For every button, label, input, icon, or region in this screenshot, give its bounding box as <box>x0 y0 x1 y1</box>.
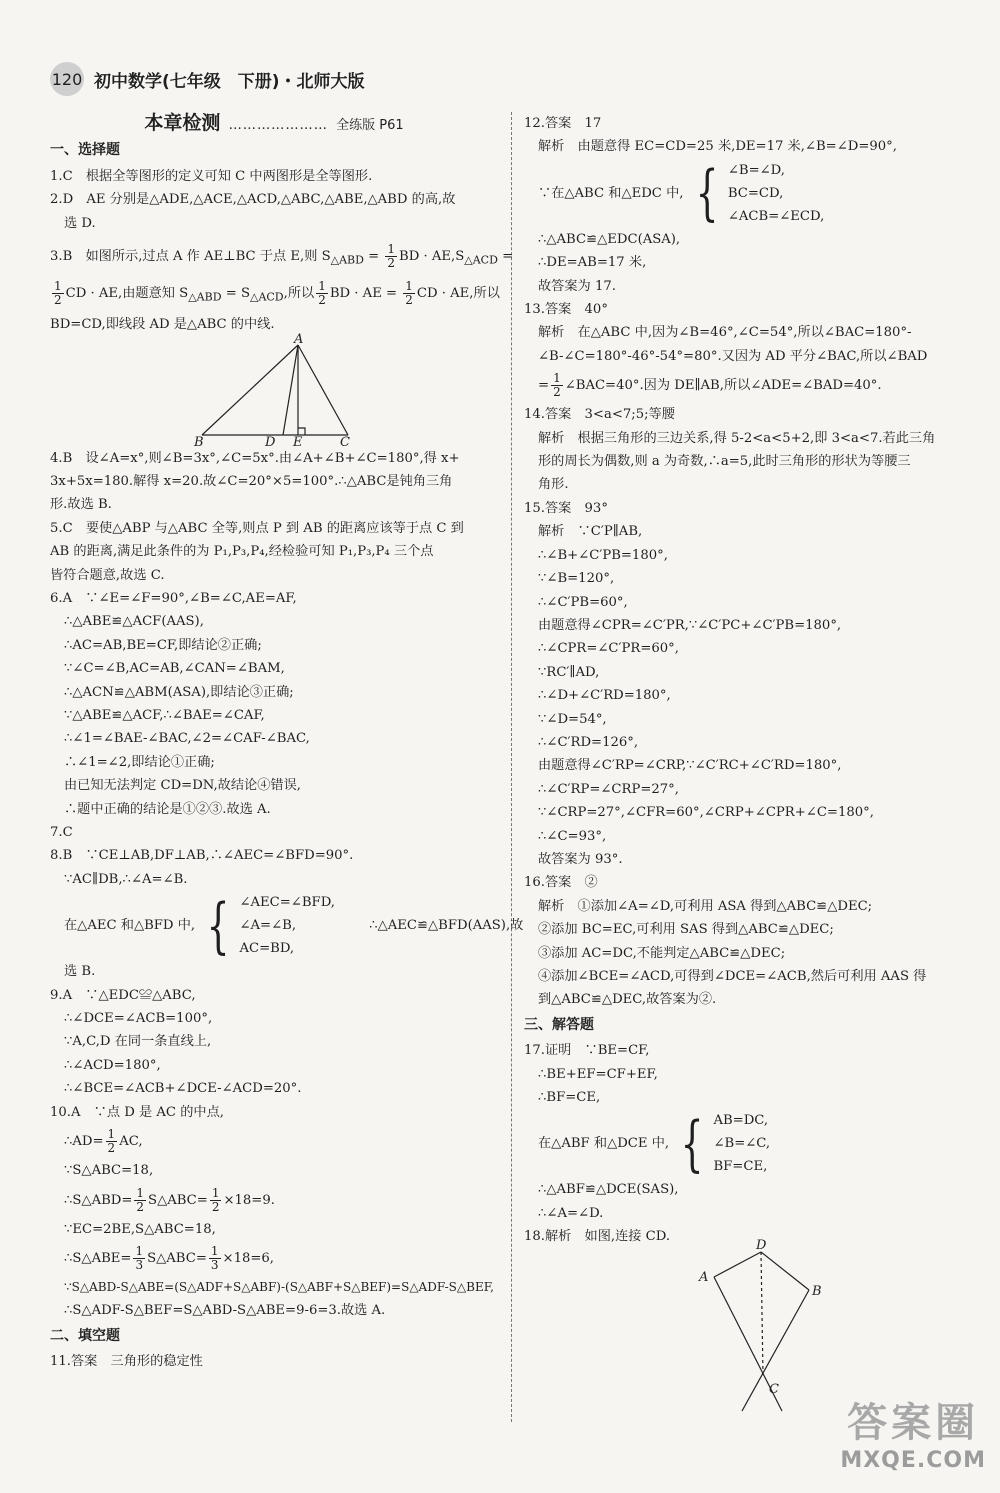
answer-line: 10.A ∵点 D 是 AC 的中点, <box>50 1104 224 1120</box>
condition: ∠B=∠C, <box>713 1136 771 1152</box>
leader-dots: ………………… <box>228 118 328 133</box>
numerator: 1 <box>135 1243 144 1258</box>
text: ×18=9. <box>223 1192 275 1208</box>
answer-line <box>50 890 524 961</box>
text: CD · AE,所以 <box>416 286 500 302</box>
watermark-url: MXQE.COM <box>840 1448 986 1473</box>
numerator: 1 <box>405 279 413 294</box>
text: S△ABC= <box>148 1192 208 1208</box>
condition: BF=CE, <box>713 1159 768 1175</box>
right-column <box>524 112 974 1419</box>
answer-line: ∵AC∥DB,∴∠A=∠B. <box>64 871 188 887</box>
answer-line: ∴△ACN≌△ABM(ASA),即结论③正确; <box>64 684 294 700</box>
brace-glyph: { <box>206 890 230 961</box>
segment-ab <box>202 345 298 435</box>
fraction <box>551 372 563 399</box>
condition: ∠AEC=∠BFD, <box>239 895 335 911</box>
answer-line: ∵RC′∥AD, <box>538 664 600 680</box>
answer-line: ∴△ABF≌△DCE(SAS), <box>538 1182 679 1198</box>
denominator: 2 <box>318 293 326 308</box>
answer-line: 3x+5x=180.解得 x=20.故∠C=20°×5=100°.∴△ABC是钝角三角 <box>50 473 453 489</box>
label-e: E <box>293 434 303 450</box>
answer-line: 7.C <box>50 825 73 841</box>
text: BD · AE = <box>329 286 402 302</box>
answer-line: ∴∠C=93°, <box>538 828 607 844</box>
watermark <box>840 1391 986 1473</box>
answer-line: 8.B ∵CE⊥AB,DF⊥AB,∴∠AEC=∠BFD=90°. <box>50 848 354 864</box>
text: 3.B 如图所示,过点 A 作 AE⊥BC 于点 E,则 S <box>50 249 331 265</box>
label-b: B <box>194 434 204 450</box>
chapter-reference: 全练版 P61 <box>336 118 404 133</box>
answer-line: 故答案为 93°. <box>538 851 623 867</box>
fraction <box>385 243 397 270</box>
fraction <box>209 1245 221 1272</box>
answer-line <box>50 242 514 272</box>
label-c: C <box>769 1381 779 1397</box>
answer-line: 选 D. <box>64 215 96 231</box>
answer-line <box>524 372 974 399</box>
answer-line: ∴∠DCE=∠ACB=100°, <box>64 1011 213 1027</box>
answer-line: ∴AC=AB,BE=CF,即结论②正确; <box>64 637 262 653</box>
denominator: 2 <box>405 293 413 308</box>
condition: ∠A=∠B, <box>239 918 297 934</box>
answer-line: ∴∠C′RD=126°, <box>538 734 639 750</box>
answer-line: 16.答案 ② <box>524 875 598 891</box>
fraction <box>316 280 328 307</box>
label-d: D <box>265 434 276 450</box>
left-column <box>50 112 524 1374</box>
book-title: 初中数学(七年级 下册)・北师大版 <box>94 71 365 92</box>
denominator: 2 <box>136 1199 145 1214</box>
answer-line: ∴△ABE≌△ACF(AAS), <box>64 614 204 630</box>
text: ×18=6, <box>222 1250 274 1266</box>
answer-line: 13.答案 40° <box>524 302 608 318</box>
equation-system <box>688 159 825 228</box>
denominator: 2 <box>107 1141 116 1156</box>
text: = <box>538 378 550 394</box>
numerator: 1 <box>107 1127 116 1142</box>
label-a: A <box>699 1269 709 1285</box>
answer-line: 故答案为 17. <box>538 278 616 294</box>
answer-line: 由题意得∠CPR=∠C′PR,∵∠C′PC+∠C′PB=180°, <box>538 617 842 633</box>
section-heading: 一、选择题 <box>50 142 120 159</box>
answer-line: ∴∠ACD=180°, <box>64 1057 161 1073</box>
condition: ∠B=∠D, <box>727 162 785 178</box>
answer-line: 解析 根据三角形的三边关系,得 5-2<a<5+2,即 3<a<7.若此三角 <box>538 430 936 446</box>
denominator: 3 <box>135 1257 144 1272</box>
watermark-logo-text: 答案圈 <box>847 1400 980 1446</box>
numerator: 1 <box>387 242 396 257</box>
segment-ac <box>298 345 348 435</box>
answer-line <box>50 1187 498 1214</box>
page-number: 120 <box>50 62 84 96</box>
segment-cd-dashed <box>761 1252 763 1375</box>
answer-line: ②添加 BC=EC,可利用 SAS 得到△ABC≌△DEC; <box>538 922 834 938</box>
answer-line: ∴∠D+∠C′RD=180°, <box>538 688 671 704</box>
text: ∴AD= <box>64 1134 104 1150</box>
numerator: 1 <box>54 279 62 294</box>
answer-line: 由已知无法判定 CD=DN,故结论④错误, <box>64 778 301 794</box>
answer-line: 由题意得∠C′RP=∠CRP,∵∠C′RC+∠C′RD=180°, <box>538 758 842 774</box>
answer-line: ∴∠C′RP=∠CRP=27°, <box>538 781 679 797</box>
answer-line: 17.证明 ∵BE=CF, <box>524 1043 650 1059</box>
answer-line: 2.D AE 分别是△ADE,△ACE,△ACD,△ABC,△ABE,△ABD 的高,故 <box>50 192 456 208</box>
condition: AC=BD, <box>239 941 295 957</box>
answer-line: ∴∠BCE=∠ACB+∠DCE-∠ACD=20°. <box>64 1081 302 1097</box>
text: ∠BAC=40°.因为 DE∥AB,所以∠ADE=∠BAD=40°. <box>564 378 882 394</box>
answer-line: 11.答案 三角形的稳定性 <box>50 1354 203 1370</box>
text: CD · AE,由题意知 S <box>65 286 189 302</box>
answer-line: ∵EC=2BE,S△ABC=18, <box>64 1221 216 1237</box>
answer-line: ∵S△ABD-S△ABE=(S△ADF+S△ABF)-(S△ABF+S△BEF)=S△ADF-S△BEF, <box>64 1279 494 1294</box>
fraction <box>52 280 64 307</box>
answer-line: 12.答案 17 <box>524 116 602 131</box>
label-b: B <box>812 1283 822 1299</box>
answer-line: ∴DE=AB=17 米, <box>538 255 647 271</box>
text: ∵在△ABC 和△EDC 中, <box>538 185 684 201</box>
answer-line: ④添加∠BCE=∠ACD,可得到∠DCE=∠ACB,然后可利用 AAS 得 <box>538 969 927 984</box>
answer-line <box>524 1109 974 1178</box>
numerator: 1 <box>318 279 326 294</box>
answer-line: ∵△ABE≌△ACF,∴∠BAE=∠CAF, <box>64 708 265 723</box>
answer-line: ∴∠1=∠2,即结论①正确; <box>64 754 215 770</box>
text: BD · AE,S <box>399 249 465 265</box>
subscript: △ACD <box>249 290 284 304</box>
answer-line: ∵∠CRP=27°,∠CFR=60°,∠CRP+∠CPR+∠C=180°, <box>538 805 874 821</box>
numerator: 1 <box>210 1243 219 1258</box>
section-heading: 三、解答题 <box>524 1016 594 1033</box>
text: 在△ABF 和△DCE 中, <box>538 1136 670 1152</box>
answer-line: ∴题中正确的结论是①②③.故选 A. <box>64 801 271 817</box>
numerator: 1 <box>553 371 561 386</box>
denominator: 2 <box>553 385 561 400</box>
answer-line: ∴S△ADF-S△BEF=S△ABD-S△ABE=9-6=3.故选 A. <box>64 1303 386 1319</box>
column-divider <box>511 112 512 1422</box>
answer-line: ∴△ABC≌△EDC(ASA), <box>538 231 681 247</box>
answer-line: 6.A ∵∠E=∠F=90°,∠B=∠C,AE=AF, <box>50 590 297 606</box>
text: S△ABC= <box>147 1250 207 1266</box>
answer-line: ∵S△ABC=18, <box>64 1163 154 1179</box>
subscript: △ABD <box>330 253 364 267</box>
answer-line: 9.A ∵△EDC≌△ABC, <box>50 987 196 1003</box>
condition: AB=DC, <box>713 1113 769 1129</box>
answer-line: 形.故选 B. <box>50 497 112 513</box>
chapter-title: 本章检测 <box>144 112 221 134</box>
text: = <box>497 249 514 265</box>
segment-ad <box>714 1252 761 1277</box>
fraction <box>210 1187 222 1214</box>
answer-line: ∴BE+EF=CF+EF, <box>538 1066 658 1082</box>
answer-line: 5.C 要使△ABP 与△ABC 全等,则点 P 到 AB 的距离应该等于点 C 到 <box>50 520 464 536</box>
equation-system <box>673 1109 770 1178</box>
answer-line: 皆符合题意,故选 C. <box>50 567 165 583</box>
subscript: △ACD <box>464 253 498 267</box>
denominator: 2 <box>54 293 62 308</box>
answer-line: ∴∠CPR=∠C′PR=60°, <box>538 641 679 657</box>
condition: ∠ACB=∠ECD, <box>727 208 825 224</box>
answer-line: 解析 ①添加∠A=∠D,可利用 ASA 得到△ABC≌△DEC; <box>538 898 873 914</box>
answer-line: ∵∠D=54°, <box>538 711 607 727</box>
subscript: △ABD <box>188 290 222 304</box>
answer-line <box>524 159 974 228</box>
label-d: D <box>756 1237 767 1253</box>
triangle-figure <box>50 331 498 450</box>
denominator: 3 <box>210 1257 219 1272</box>
denominator: 2 <box>211 1199 220 1214</box>
answer-line: ③添加 AC=DC,不能判定△ABC≌△DEC; <box>538 945 786 961</box>
answer-line: ∴BF=CE, <box>538 1090 601 1106</box>
numerator: 1 <box>211 1185 220 1200</box>
text: = S <box>221 286 250 302</box>
answer-line: ∵A,C,D 在同一条直线上, <box>64 1034 212 1050</box>
numerator: 1 <box>136 1185 145 1200</box>
answer-line: AB 的距离,满足此条件的为 P₁,P₃,P₄,经检验可知 P₁,P₃,P₄ 三个点 <box>50 544 434 560</box>
answer-line: 4.B 设∠A=x°,则∠B=3x°,∠C=5x°.由∠A+∠B+∠C=180°,得 x+ <box>50 450 460 466</box>
answer-line: 解析 ∵C′P∥AB, <box>538 524 643 540</box>
text: 在△AEC 和△BFD 中, <box>64 918 196 934</box>
answer-line: 1.C 根据全等图形的定义可知 C 中两图形是全等图形. <box>50 168 373 184</box>
text: = <box>363 249 384 265</box>
answer-line: ∵∠C=∠B,AC=AB,∠CAN=∠BAM, <box>64 661 285 677</box>
brace-glyph: { <box>680 1108 704 1179</box>
condition: BC=CD, <box>727 185 784 201</box>
fraction <box>134 1187 146 1214</box>
text: ∴S△ABE= <box>64 1250 132 1266</box>
answer-line: ∴∠B+∠C′PB=180°, <box>538 547 668 563</box>
answer-line: ∴∠1=∠BAE-∠BAC,∠2=∠CAF-∠BAC, <box>64 731 310 747</box>
answer-line: 18.解析 如图,连接 CD. <box>524 1229 671 1245</box>
answer-line: ∴∠C′PB=60°, <box>538 594 628 610</box>
text: ∴△AEC≌△BFD(AAS),故 <box>369 918 524 934</box>
label-a: A <box>294 331 304 347</box>
right-angle-mark <box>298 428 305 435</box>
text: ,所以 <box>283 286 315 302</box>
fraction <box>403 280 415 307</box>
answer-line: 到△ABC≌△DEC,故答案为②. <box>538 992 717 1008</box>
chapter-heading <box>50 112 498 137</box>
answer-line <box>50 1245 498 1272</box>
answer-line: 解析 在△ABC 中,因为∠B=46°,∠C=54°,所以∠BAC=180°- <box>538 325 912 341</box>
segment-db <box>761 1252 809 1290</box>
answer-line <box>50 280 498 309</box>
answer-line: BD=CD,即线段 AD 是△ABC 的中线. <box>50 317 275 333</box>
answer-line: 选 B. <box>64 964 96 980</box>
segment-ad <box>283 345 298 435</box>
denominator: 2 <box>387 256 396 271</box>
answer-line: ∠B-∠C=180°-46°-54°=80°.又因为 AD 平分∠BAC,所以∠BAD <box>538 348 928 364</box>
answer-line: 角形. <box>538 477 569 493</box>
equation-system <box>199 891 335 960</box>
brace-glyph: { <box>695 158 719 229</box>
fraction <box>106 1128 118 1155</box>
fraction <box>133 1245 145 1272</box>
answer-line: ∵∠B=120°, <box>538 571 615 587</box>
page-header <box>50 62 365 96</box>
section-heading: 二、填空题 <box>50 1327 120 1344</box>
answer-line: 14.答案 3<a<7;5;等腰 <box>524 407 675 423</box>
answer-line: 解析 由题意得 EC=CD=25 米,DE=17 米,∠B=∠D=90°, <box>538 139 897 155</box>
answer-line: ∴∠A=∠D. <box>538 1205 604 1221</box>
text: ∴S△ABD= <box>64 1192 133 1208</box>
text: AC, <box>119 1134 143 1150</box>
answer-line <box>50 1128 498 1155</box>
answer-line: 15.答案 93° <box>524 500 608 516</box>
answer-line: 形的周长为偶数,则 a 为奇数,∴a=5,此时三角形的形状为等腰三 <box>538 454 911 470</box>
label-c: C <box>340 434 350 450</box>
